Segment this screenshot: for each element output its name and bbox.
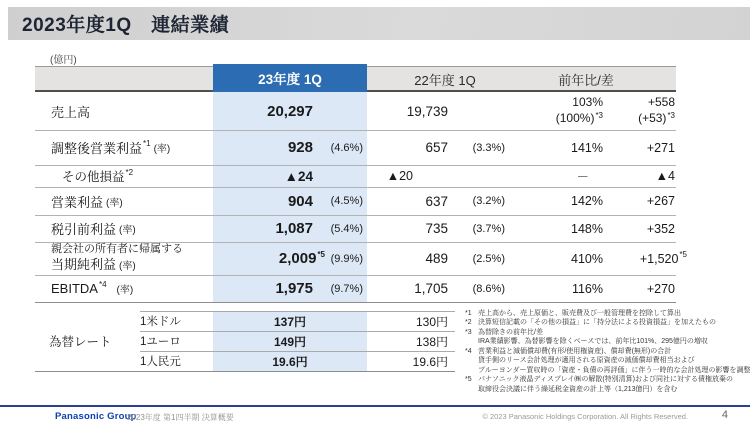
- fy22-value: 1,705: [414, 281, 448, 296]
- footnote-line: *3 為替除きの前年比/差: [465, 328, 543, 336]
- fy23-value: 1,975: [275, 280, 313, 297]
- fy23-ratio: (9.9%): [330, 252, 363, 265]
- fx-cny-fy22: 19.6円: [412, 354, 448, 369]
- yoy-value: －: [576, 170, 589, 184]
- row-label: EBITDA *4 (率): [51, 280, 134, 296]
- row-label: 調整後営業利益 *1 (率): [51, 139, 171, 156]
- fy22-value: ▲20: [386, 169, 413, 183]
- yoy-value: 142%: [571, 194, 603, 208]
- row-label: 営業利益 (率): [51, 194, 123, 210]
- row-label: 売上高: [51, 104, 91, 120]
- row-label: 親会社の所有者に帰属する 当期純利益 (率): [51, 243, 183, 273]
- row-label: その他損益 *2: [62, 167, 134, 184]
- panasonic-group-logo: Panasonic Group: [55, 411, 137, 422]
- footer-divider: [0, 405, 750, 407]
- table-row-ebitda: [35, 275, 676, 303]
- fy22-value: 735: [425, 221, 448, 236]
- fx-currency-eur: 1ユーロ: [140, 336, 181, 348]
- fx-rate-label: 為替レート: [49, 335, 112, 349]
- fy22-ratio: (3.2%): [472, 195, 505, 207]
- yoy-value: 141%: [571, 140, 603, 155]
- fx-currency-usd: 1米ドル: [140, 316, 181, 328]
- table-row-profit-before-tax: [35, 215, 676, 243]
- fx-usd-fy22: 130円: [415, 314, 448, 329]
- footer-copyright: © 2023 Panasonic Holdings Corporation. All Rights Reserved.: [482, 412, 688, 421]
- fy22-ratio: (3.3%): [472, 141, 505, 154]
- footnote-line: 貸手側のリース会計処理が適用される原資産の減価償却費相当および: [478, 357, 695, 365]
- fy22-value: 637: [425, 193, 448, 209]
- column-header-fy22: 22年度 1Q: [414, 73, 476, 88]
- footnote-line: 取締役会決議に伴う繰延税金資産の計上等（1,213億円）を含む: [478, 385, 678, 393]
- fy22-value: 657: [425, 140, 448, 155]
- fy23-ratio: (5.4%): [330, 222, 363, 235]
- fy23-ratio: (4.5%): [330, 195, 363, 207]
- yoy-value: 148%: [571, 221, 603, 236]
- fy23-value: ▲24: [284, 168, 313, 184]
- row-label: 税引前利益 (率): [51, 222, 136, 237]
- footnote-line: IRA業績影響、為替影響を除くベースでは、前年比101%、295億円の増収: [478, 338, 708, 346]
- unit-note: (億円): [50, 55, 77, 66]
- column-header-yoy: 前年比/差: [558, 73, 614, 88]
- diff-value: ▲4: [655, 169, 675, 183]
- diff-value: +270: [646, 281, 675, 296]
- footnotes: [465, 309, 750, 394]
- column-header-fy23: 23年度 1Q: [213, 64, 367, 92]
- fx-cny-fy23: 19.6円: [272, 354, 308, 369]
- fx-eur-fy23: 149円: [273, 334, 307, 349]
- page-number: 4: [721, 409, 728, 421]
- fy23-value: 2,009 *5: [278, 250, 325, 267]
- footnote-line: *2 決算短信記載の「その他の損益」に「持分法による投資損益」を加えたもの: [465, 319, 716, 327]
- fy22-value: 19,739: [406, 103, 448, 119]
- fx-table-bottom-border: [35, 371, 455, 372]
- footnote-line: ブルーヨンダー買収時の「資産・負債の再評価」に伴う一時的な会計処理の影響を調整: [478, 366, 750, 374]
- fy22-ratio: (8.6%): [472, 282, 505, 295]
- fx-eur-fy22: 138円: [415, 334, 448, 349]
- fy23-ratio: (9.7%): [330, 282, 363, 295]
- footer-doc-title: 2023年度 第1四半期 決算概要: [127, 413, 234, 422]
- fy23-value: 1,087: [275, 220, 313, 237]
- footnote-line: *4 営業利益と減価償却費(有形/使用権資産)、償却費(無形)の合計: [465, 347, 672, 355]
- fy23-value: 928: [287, 139, 313, 156]
- fy22-value: 489: [425, 251, 448, 266]
- yoy-value: 103% $(100\%)^{*3}$: [555, 95, 603, 125]
- diff-value: +271: [646, 140, 675, 155]
- diff-value: +1,520 *5: [639, 250, 687, 266]
- fy22-ratio: (2.5%): [472, 252, 505, 265]
- fy23-ratio: (4.6%): [330, 141, 363, 154]
- page-title: 2023年度1Q 連結業績: [22, 15, 230, 36]
- fx-usd-fy23: 137円: [273, 314, 307, 329]
- table-row-net-sales: [35, 92, 676, 131]
- fy22-ratio: (3.7%): [472, 222, 505, 235]
- table-row-adjusted-operating-profit: [35, 130, 676, 166]
- footnote-line: *5 パナソニック液晶ディスプレイ㈱の解散(特別清算)および同社に対する債権放棄の: [465, 376, 733, 384]
- fx-currency-cny: 1人民元: [140, 356, 181, 368]
- fy23-value: 20,297: [267, 102, 313, 120]
- fy23-value: 904: [287, 192, 313, 210]
- diff-value: +558 $(+53)^{*3}$: [638, 95, 675, 125]
- yoy-value: 116%: [571, 281, 603, 296]
- footnote-line: *1 売上高から、売上原価と、販売費及び一般管理費を控除して算出: [465, 310, 681, 317]
- diff-value: +352: [646, 221, 675, 236]
- table-row-other-income-loss: [35, 165, 676, 188]
- table-row-net-profit: [35, 242, 687, 276]
- yoy-value: 410%: [571, 251, 603, 266]
- diff-value: +267: [646, 194, 675, 208]
- table-row-operating-profit: [35, 187, 676, 216]
